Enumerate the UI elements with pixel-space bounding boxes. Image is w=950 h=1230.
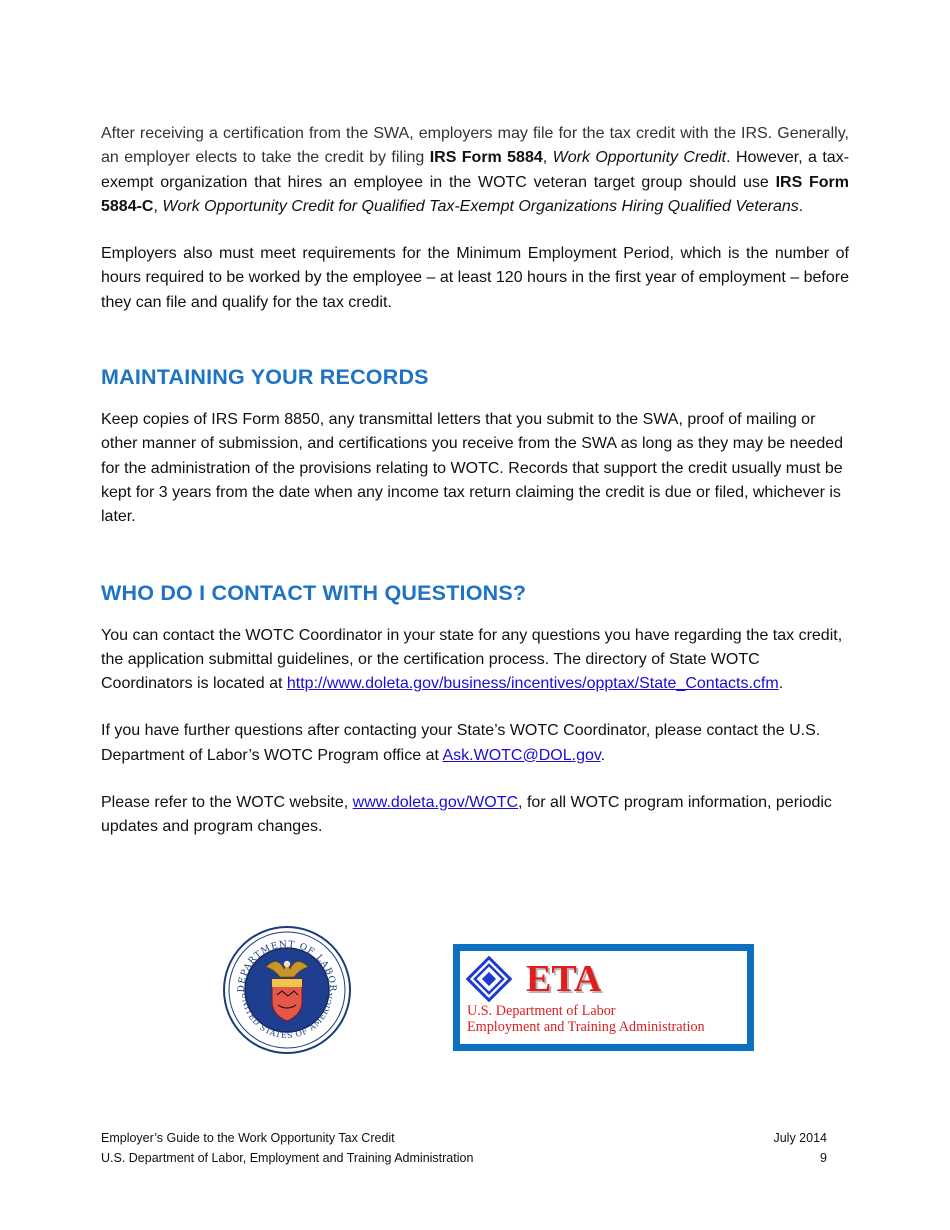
eta-line-2: Employment and Training Administration <box>467 1019 705 1035</box>
form-5884-title: Work Opportunity Credit <box>552 149 727 167</box>
seal-top-text: DEPARTMENT OF LABOR <box>236 939 338 993</box>
seal-bottom-text: UNITED STATES OF AMERICA <box>239 991 335 1041</box>
footer-agency: U.S. Department of Labor, Employment and Training Administration <box>101 1151 474 1165</box>
text-run: If you have further questions after contacting your State’s WOTC Coordinator, please contact the U.S. Department of Labor’s WOTC Program office at <box>101 722 821 764</box>
dol-seal-logo <box>222 925 352 1055</box>
text-run: . <box>600 746 606 764</box>
text-run: , for all WOTC program information, periodic updates and program changes. <box>101 794 832 836</box>
form-5884c-title: Work Opportunity Credit for Qualified Tax-Exempt Organizations Hiring Qualified Veterans <box>162 197 799 215</box>
eta-line-1: U.S. Department of Labor <box>467 1003 616 1019</box>
page-content <box>101 122 849 840</box>
records-heading: MAINTAINING YOUR RECORDS <box>101 365 429 390</box>
records-paragraph: Keep copies of IRS Form 8850, any transmittal letters that you submit to the SWA, proof of mailing or other manner of submission, and certifications you receive from the SWA as long as they may be needed for the administration of the provisions relating to WOTC. Records that support the credit usually must be kept for 3 years from the date when any income tax return claiming the credit is due or filed, whichever is later. <box>101 411 844 526</box>
contact-paragraph-coordinator <box>101 624 849 697</box>
contact-paragraph-website <box>101 791 849 840</box>
certification-paragraph <box>101 122 849 219</box>
page-number: 9 <box>820 1151 827 1165</box>
text-run: You can contact the WOTC Coordinator in your state for any questions you have regarding the tax credit, the application submittal guidelines, or the certification process. The directory of State WOTC Coordinators is located at <box>101 626 843 693</box>
seal-graphic <box>222 925 352 1055</box>
text-run: , <box>542 149 553 167</box>
text-run: . However, a tax-exempt organization that hires an employee in the WOTC veteran target group should use <box>101 149 850 191</box>
shield-icon <box>272 979 302 1021</box>
minimum-period-paragraph: Employers also must meet requirements for the Minimum Employment Period, which is the number of hours required to be worked by the employee – at least 120 hours in the first year of employment – before they can file and qualify for the tax credit. <box>101 245 849 311</box>
state-contacts-link[interactable]: http://www.doleta.gov/business/incentives/opptax/State_Contacts.cfm <box>286 675 779 693</box>
footer-date: July 2014 <box>773 1131 827 1145</box>
text-run: , <box>153 197 163 215</box>
text-run: . <box>778 675 784 693</box>
eta-title: ETA <box>526 958 602 1000</box>
text-run: Please refer to the WOTC website, <box>101 794 353 812</box>
contact-paragraph-email <box>101 719 849 768</box>
form-5884-label: IRS Form 5884 <box>429 149 543 167</box>
eta-logo <box>453 944 754 1051</box>
email-link[interactable]: Ask.WOTC@DOL.gov <box>442 746 601 764</box>
contact-heading: WHO DO I CONTACT WITH QUESTIONS? <box>101 580 527 605</box>
text-run: . <box>798 197 804 215</box>
website-link[interactable]: www.doleta.gov/WOTC <box>352 794 519 812</box>
eta-diamond-icon <box>466 956 512 1002</box>
text-run: After receiving a certification from the SWA, employers may file for the tax credit with the IRS. Generally, an employer elects to take the credit by filing <box>101 125 849 167</box>
form-5884c-label: IRS Form 5884-C <box>101 173 849 215</box>
footer-guide-title: Employer’s Guide to the Work Opportunity Tax Credit <box>101 1131 395 1145</box>
